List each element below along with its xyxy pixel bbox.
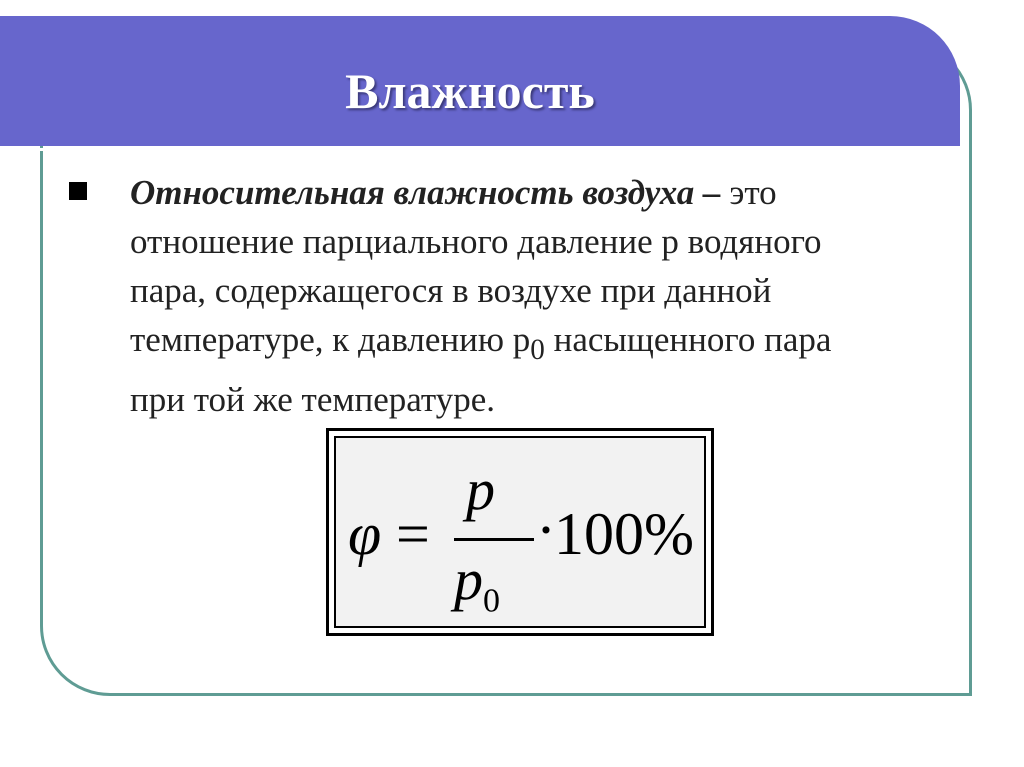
definition-line-3: пара, содержащегося в воздухе при данной	[130, 271, 772, 310]
definition-line-1-rest: это	[720, 173, 777, 212]
definition-line-1	[130, 168, 930, 217]
formula-denominator-letter: p	[454, 547, 483, 612]
definition-term: Относительная влажность воздуха –	[130, 173, 721, 212]
slide-title: Влажность	[345, 63, 595, 119]
definition-line-5: при той же температуре.	[130, 380, 496, 419]
title-bar	[0, 16, 960, 146]
formula-box	[326, 428, 714, 636]
formula-equals: =	[396, 501, 430, 567]
formula-numerator: p	[466, 457, 495, 522]
definition-line-4a: температуре, к давлению p	[130, 320, 531, 359]
pressure-subscript: 0	[530, 334, 545, 366]
definition-text	[130, 168, 930, 424]
formula-denominator	[454, 546, 500, 621]
formula-percent-value: 100%	[554, 501, 694, 567]
title-divider	[0, 148, 908, 151]
formula-denominator-subscript: 0	[483, 582, 500, 620]
definition-line-4b: насыщенного пара	[544, 320, 832, 359]
fraction-bar	[454, 538, 534, 541]
definition-line-4	[130, 315, 930, 375]
formula-multiply-dot: ·	[536, 497, 556, 563]
formula-inner	[334, 436, 706, 628]
definition-line-2: отношение парциального давление p водяного	[130, 222, 822, 261]
formula-phi: φ	[348, 501, 382, 567]
square-bullet-icon	[69, 182, 87, 200]
